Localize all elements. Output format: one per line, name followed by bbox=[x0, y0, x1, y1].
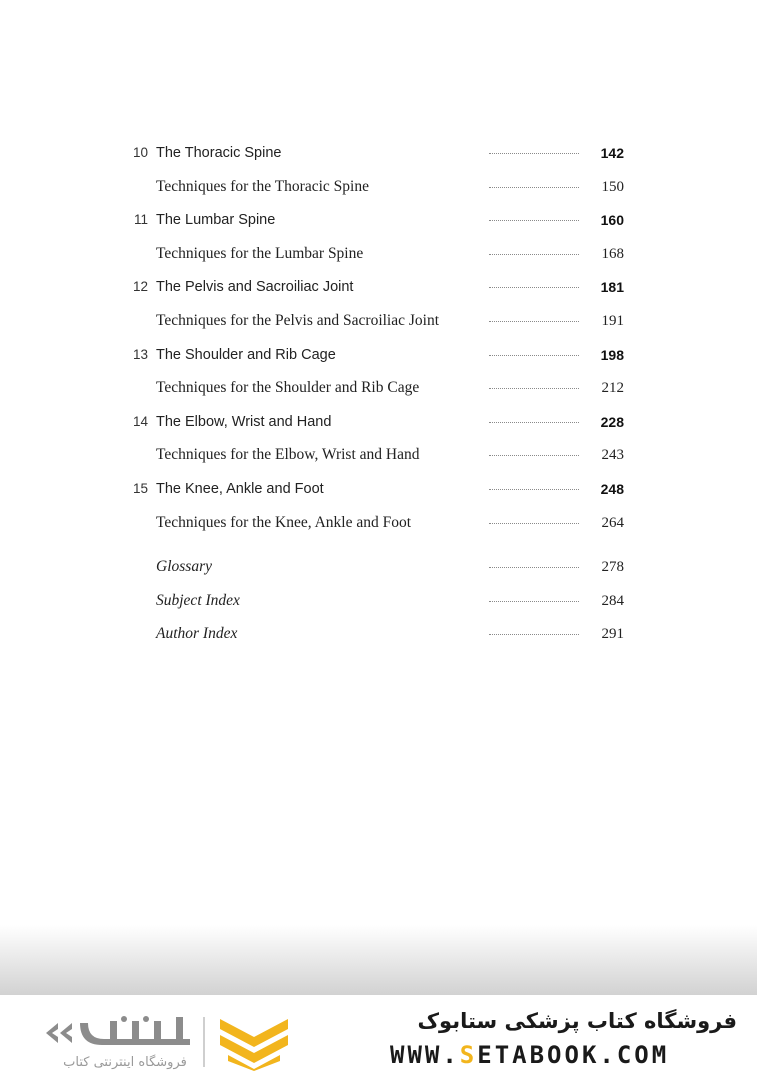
dot-leader bbox=[489, 355, 579, 356]
toc-entry bbox=[0, 208, 757, 232]
chapter-number: 14 bbox=[132, 413, 148, 429]
url-highlight: S bbox=[459, 1041, 478, 1069]
toc-entry-title: The Shoulder and Rib Cage bbox=[156, 346, 336, 363]
toc-entry bbox=[0, 141, 757, 165]
dot-leader bbox=[489, 422, 579, 423]
toc-entry-title: Techniques for the Shoulder and Rib Cage bbox=[156, 379, 420, 397]
dot-leader bbox=[489, 523, 579, 524]
page-number: 291 bbox=[601, 626, 624, 643]
page-number: 248 bbox=[600, 481, 624, 497]
page-number: 168 bbox=[601, 245, 624, 262]
logo-subtitle: فروشگاه اینترنتی کتاب bbox=[63, 1055, 187, 1070]
toc-entry bbox=[0, 309, 757, 333]
page-number: 212 bbox=[601, 380, 624, 397]
book-stack-icon bbox=[216, 1011, 292, 1071]
url-rest: ETABOOK.COM bbox=[477, 1041, 670, 1069]
toc-entry bbox=[0, 511, 757, 535]
chapter-number: 10 bbox=[132, 145, 148, 160]
dot-leader bbox=[489, 388, 579, 389]
toc-entry bbox=[0, 376, 757, 400]
toc-entry bbox=[0, 410, 757, 434]
toc-entry-title: The Pelvis and Sacroiliac Joint bbox=[156, 279, 354, 296]
toc-entry-title: The Thoracic Spine bbox=[156, 145, 282, 161]
toc-entry-title: Techniques for the Pelvis and Sacroiliac Joint bbox=[156, 312, 440, 329]
toc-entry bbox=[0, 589, 757, 613]
store-url[interactable] bbox=[390, 1041, 740, 1069]
dot-leader bbox=[489, 220, 579, 221]
toc-entry-title: Techniques for the Knee, Ankle and Foot bbox=[156, 513, 412, 531]
page-number: 278 bbox=[601, 559, 624, 576]
dot-leader bbox=[489, 153, 579, 154]
toc-entry-title: The Lumbar Spine bbox=[156, 212, 276, 229]
toc-entry bbox=[0, 555, 757, 579]
dot-leader bbox=[489, 287, 579, 288]
page-number: 284 bbox=[601, 592, 624, 609]
toc-entry bbox=[0, 443, 757, 467]
page-number: 228 bbox=[600, 413, 624, 430]
dot-leader bbox=[489, 567, 579, 568]
toc-entry-title: The Elbow, Wrist and Hand bbox=[156, 413, 332, 430]
chapter-number: 15 bbox=[132, 481, 148, 496]
dot-leader bbox=[489, 601, 579, 602]
chapter-number: 13 bbox=[132, 346, 148, 362]
url-prefix: WWW. bbox=[390, 1041, 460, 1069]
toc-entry-title: Techniques for the Thoracic Spine bbox=[156, 177, 369, 195]
page-number: 264 bbox=[601, 514, 624, 531]
toc-entry bbox=[0, 242, 757, 266]
dot-leader bbox=[489, 634, 579, 635]
setabook-logo-wordmark bbox=[40, 1013, 200, 1055]
page-number: 181 bbox=[600, 279, 624, 296]
chapter-number: 12 bbox=[132, 279, 148, 295]
toc-entry-title: The Knee, Ankle and Foot bbox=[156, 481, 324, 497]
watermark-footer bbox=[0, 995, 757, 1080]
toc-entry bbox=[0, 477, 757, 501]
toc-entry bbox=[0, 275, 757, 299]
toc-entry-title: Techniques for the Elbow, Wrist and Hand bbox=[156, 446, 420, 464]
page-number: 160 bbox=[600, 212, 624, 229]
store-title: فروشگاه کتاب پزشکی ستابوک bbox=[417, 1009, 737, 1033]
toc-entry bbox=[0, 622, 757, 646]
dot-leader bbox=[489, 321, 579, 322]
toc-entry-title: Techniques for the Lumbar Spine bbox=[156, 244, 364, 262]
dot-leader bbox=[489, 455, 579, 456]
dot-leader bbox=[489, 489, 579, 490]
page-number: 198 bbox=[600, 346, 624, 363]
logo-divider bbox=[203, 1017, 205, 1067]
toc-entry bbox=[0, 343, 757, 367]
toc-entry-title: Author Index bbox=[156, 625, 238, 643]
page-number: 191 bbox=[601, 313, 624, 329]
page-number: 243 bbox=[601, 447, 624, 464]
page-number: 150 bbox=[601, 178, 624, 195]
dot-leader bbox=[489, 254, 579, 255]
chapter-number: 11 bbox=[133, 212, 148, 228]
page-number: 142 bbox=[600, 145, 624, 161]
toc-entry-title: Glossary bbox=[156, 558, 212, 576]
toc-entry bbox=[0, 175, 757, 199]
dot-leader bbox=[489, 187, 579, 188]
toc-entry-title: Subject Index bbox=[156, 591, 240, 609]
page-shadow bbox=[0, 925, 757, 995]
